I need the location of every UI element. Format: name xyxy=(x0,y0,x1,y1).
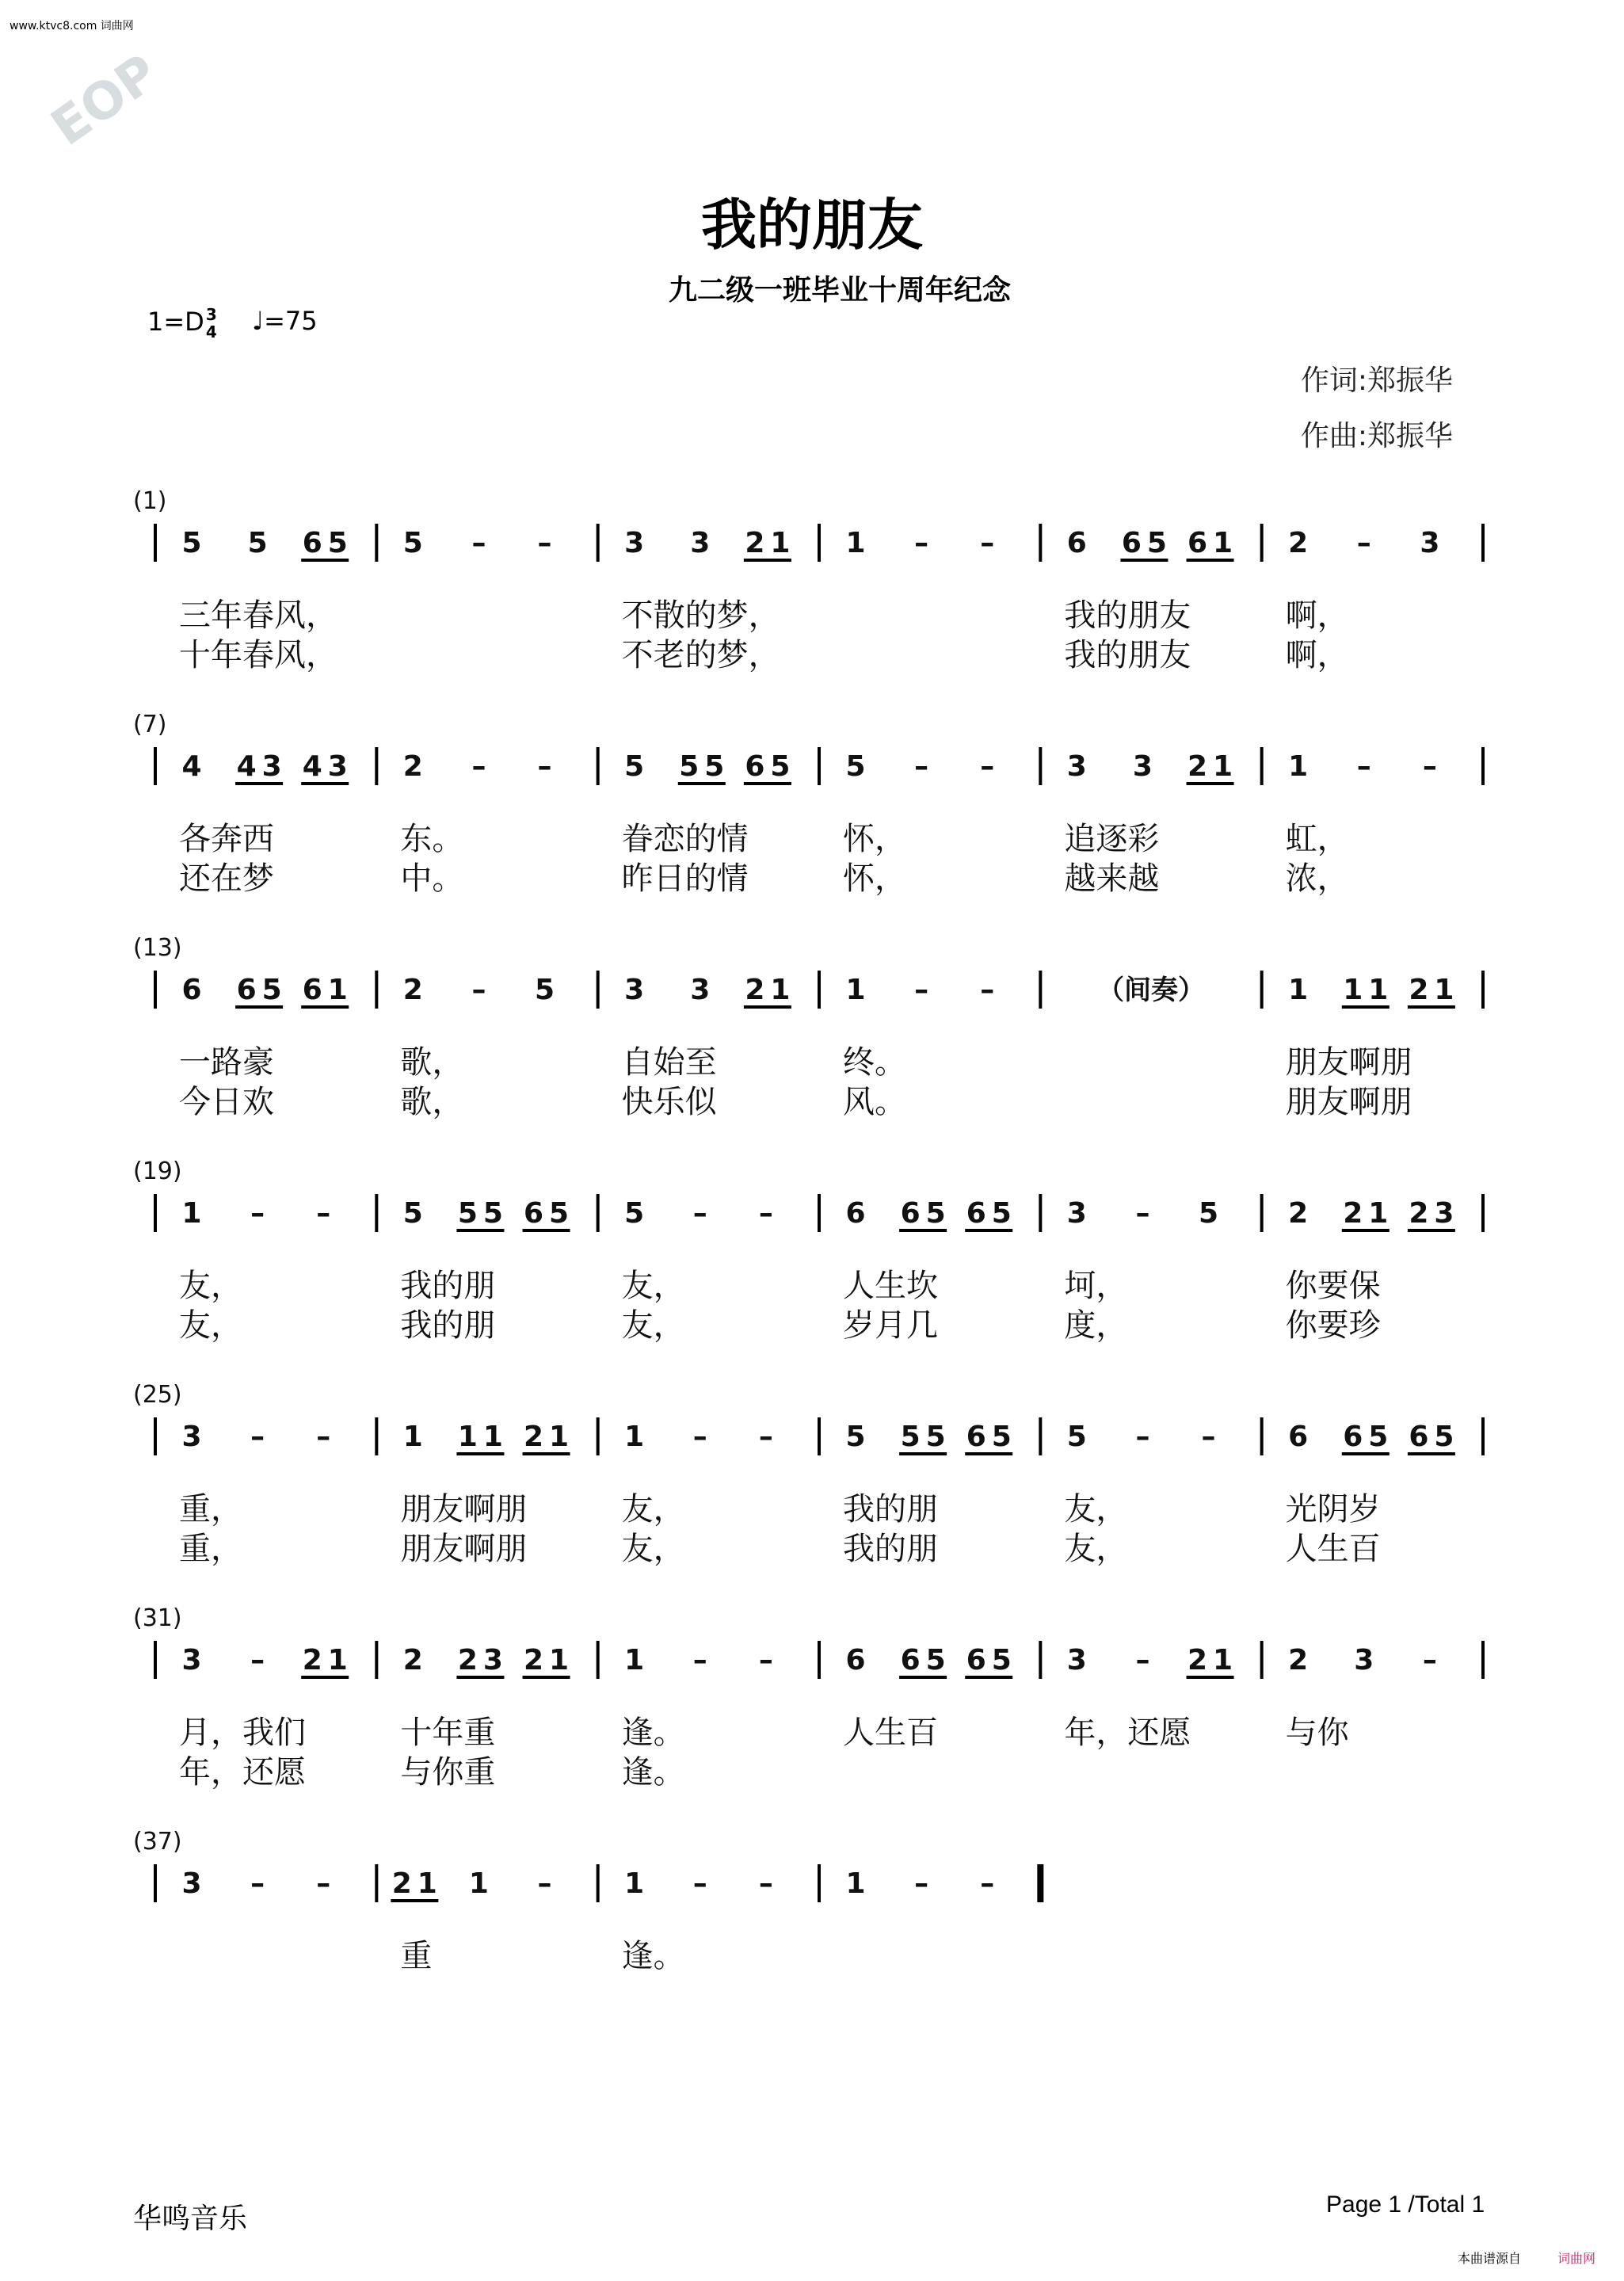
note: 5 xyxy=(900,1421,921,1453)
note: 6 xyxy=(966,1644,986,1676)
note: 5 xyxy=(1434,1421,1454,1453)
note: 6 xyxy=(524,1197,544,1230)
lyric-verse2: 年，还愿 xyxy=(179,1754,306,1791)
lyric-verse1: 坷， xyxy=(1064,1268,1128,1304)
lyric-verse1: 人生百 xyxy=(843,1715,938,1751)
note: – xyxy=(980,527,995,559)
note: – xyxy=(537,1867,552,1900)
lyric-verse1: 自始至 xyxy=(621,1044,717,1081)
key-signature: 1=D 3 4 xyxy=(147,305,217,341)
note: – xyxy=(914,527,929,559)
note: 3 xyxy=(690,974,711,1006)
note: 3 xyxy=(1066,1644,1087,1676)
note: 6 xyxy=(1288,1421,1309,1453)
note: 2 xyxy=(1409,974,1429,1006)
lyric-verse1: 各奔西 xyxy=(179,821,274,857)
lyric-verse1: 友， xyxy=(1064,1491,1128,1528)
page-indicator: Page 1 /Total 1 xyxy=(1326,2191,1485,2218)
note: – xyxy=(250,1421,265,1453)
lyric-verse2: 不老的梦， xyxy=(621,637,780,673)
lyric-verse1: 眷恋的情 xyxy=(621,821,749,857)
note: 3 xyxy=(482,1644,503,1676)
lyric-verse2: 我的朋 xyxy=(843,1531,938,1567)
line-number: (7) xyxy=(133,711,167,738)
note: 2 xyxy=(457,1644,478,1676)
note: 5 xyxy=(1199,1197,1219,1230)
note: 2 xyxy=(1343,1197,1363,1230)
lyric-verse1: 不散的梦， xyxy=(621,597,780,634)
note: 6 xyxy=(900,1197,921,1230)
note: 5 xyxy=(482,1197,503,1230)
lyric-verse1: 十年重 xyxy=(400,1715,496,1751)
line-number: (25) xyxy=(133,1381,182,1409)
note: 5 xyxy=(991,1421,1012,1453)
lyric-verse2: 啊， xyxy=(1285,637,1349,673)
lyric-verse2: 昨日的情 xyxy=(621,860,749,897)
lyric-verse2: 今日欢 xyxy=(179,1084,274,1120)
lyric-verse1: 人生坎 xyxy=(843,1268,938,1304)
note: 5 xyxy=(925,1197,946,1230)
note: – xyxy=(1135,1421,1150,1453)
publisher-name: 华鸣音乐 xyxy=(133,2203,248,2235)
lyric-verse2: 朋友啊朋 xyxy=(1285,1084,1412,1120)
note: 5 xyxy=(770,750,791,783)
lyric-verse1: 友， xyxy=(179,1268,242,1304)
lyric-verse1: 逢。 xyxy=(621,1715,685,1751)
quarter-note-icon: ♩ xyxy=(252,306,265,336)
note: 1 xyxy=(1213,527,1233,559)
note: – xyxy=(758,1867,773,1900)
note: – xyxy=(1135,1197,1150,1230)
lyric-verse1: 逢。 xyxy=(621,1938,685,1974)
note: – xyxy=(692,1644,707,1676)
note: 1 xyxy=(181,1197,202,1230)
note: 2 xyxy=(524,1644,544,1676)
lyric-verse2: 我的朋友 xyxy=(1064,637,1191,673)
note: 5 xyxy=(991,1644,1012,1676)
lyric-verse1: 年，还愿 xyxy=(1064,1715,1191,1751)
site-watermark-text: www.ktvc8.com 词曲网 xyxy=(10,20,134,32)
note: 3 xyxy=(181,1421,202,1453)
note: 1 xyxy=(1288,974,1309,1006)
lyric-verse2: 风。 xyxy=(843,1084,906,1120)
lyric-verse1: 我的朋 xyxy=(843,1491,938,1528)
note: 1 xyxy=(482,1421,503,1453)
lyric-verse2: 与你重 xyxy=(400,1754,496,1791)
note: 3 xyxy=(1066,1197,1087,1230)
note: 5 xyxy=(1368,1421,1389,1453)
note: 1 xyxy=(1343,974,1363,1006)
lyric-verse1: 啊， xyxy=(1285,597,1349,634)
note: 6 xyxy=(845,1197,866,1230)
note: 6 xyxy=(302,527,322,559)
note: – xyxy=(250,1644,265,1676)
composer-credit: 作曲:郑振华 xyxy=(1300,420,1453,452)
lyric-verse2: 中。 xyxy=(400,860,464,897)
lyric-verse1: 你要保 xyxy=(1285,1268,1381,1304)
note: 5 xyxy=(457,1197,478,1230)
line-number: (31) xyxy=(133,1604,182,1632)
lyric-verse1: 追逐彩 xyxy=(1064,821,1160,857)
lyric-verse2: 友， xyxy=(621,1531,685,1567)
lyric-verse2: 逢。 xyxy=(621,1754,685,1791)
note: – xyxy=(1356,750,1371,783)
lyric-verse2: 岁月几 xyxy=(843,1307,938,1344)
note: 5 xyxy=(402,527,423,559)
note: 1 xyxy=(770,527,791,559)
note: 4 xyxy=(236,750,257,783)
note: 1 xyxy=(624,1867,645,1900)
note: – xyxy=(758,1421,773,1453)
note: – xyxy=(758,1197,773,1230)
note: 1 xyxy=(845,974,866,1006)
interlude-label: （间奏） xyxy=(1097,975,1205,1006)
lyric-verse1: 友， xyxy=(621,1268,685,1304)
note: 1 xyxy=(624,1421,645,1453)
note: 2 xyxy=(524,1421,544,1453)
note: 5 xyxy=(925,1421,946,1453)
lyric-verse1: 重 xyxy=(400,1938,433,1974)
lyric-verse2: 重， xyxy=(179,1531,242,1567)
note: – xyxy=(471,750,486,783)
source-note: 本曲谱源自 xyxy=(1458,2251,1522,2266)
lyric-verse1: 友， xyxy=(621,1491,685,1528)
lyric-verse1: 光阴岁 xyxy=(1285,1491,1381,1528)
note: 5 xyxy=(991,1197,1012,1230)
note: 5 xyxy=(1066,1421,1087,1453)
lyric-verse2: 怀， xyxy=(843,860,906,897)
lyric-verse1: 歌， xyxy=(400,1044,464,1081)
lyric-verse1: 与你 xyxy=(1285,1715,1349,1751)
note: 5 xyxy=(624,1197,645,1230)
note: 5 xyxy=(535,974,555,1006)
lyric-verse1: 月，我们 xyxy=(179,1715,306,1751)
note: – xyxy=(250,1867,265,1900)
line-number: (1) xyxy=(133,487,167,515)
note: 3 xyxy=(624,974,645,1006)
line-number: (13) xyxy=(133,934,182,962)
note: – xyxy=(1356,527,1371,559)
time-numerator: 3 xyxy=(205,305,217,324)
note: – xyxy=(692,1197,707,1230)
note: 2 xyxy=(745,974,765,1006)
lyric-verse1: 三年春风， xyxy=(179,597,337,634)
note: 4 xyxy=(302,750,322,783)
note: 6 xyxy=(900,1644,921,1676)
note: 2 xyxy=(1188,750,1208,783)
note: 3 xyxy=(624,527,645,559)
note: – xyxy=(316,1197,331,1230)
lyric-verse2: 友， xyxy=(1064,1531,1128,1567)
note: – xyxy=(1201,1421,1216,1453)
note: 6 xyxy=(1121,527,1142,559)
note: 5 xyxy=(1146,527,1167,559)
note: 6 xyxy=(966,1197,986,1230)
source-site-link[interactable]: 词曲网 xyxy=(1557,2251,1596,2266)
note: 1 xyxy=(845,1867,866,1900)
lyric-verse2: 度， xyxy=(1064,1307,1128,1344)
note: 6 xyxy=(236,974,257,1006)
lyric-verse1: 虹， xyxy=(1285,821,1349,857)
note: 3 xyxy=(181,1644,202,1676)
note: – xyxy=(1422,1644,1437,1676)
note: – xyxy=(537,750,552,783)
note: 5 xyxy=(247,527,268,559)
note: 5 xyxy=(845,750,866,783)
note: 6 xyxy=(845,1644,866,1676)
note: – xyxy=(980,750,995,783)
note: – xyxy=(914,974,929,1006)
song-title: 我的朋友 xyxy=(701,193,923,257)
note: 5 xyxy=(549,1197,570,1230)
song-subtitle: 九二级一班毕业十周年纪念 xyxy=(668,274,1011,307)
lyric-verse1: 怀， xyxy=(843,821,906,857)
note: 1 xyxy=(1434,974,1454,1006)
note: 5 xyxy=(679,750,700,783)
note: 2 xyxy=(745,527,765,559)
lyricist-credit: 作词:郑振华 xyxy=(1300,364,1453,397)
note: 1 xyxy=(327,974,348,1006)
note: 1 xyxy=(549,1421,570,1453)
note: 6 xyxy=(181,974,202,1006)
note: 2 xyxy=(391,1867,412,1900)
note: 5 xyxy=(327,527,348,559)
lyric-verse2: 快乐似 xyxy=(621,1084,717,1120)
lyric-verse2: 越来越 xyxy=(1064,860,1160,897)
note: 6 xyxy=(745,750,765,783)
note: 2 xyxy=(402,974,423,1006)
note: 6 xyxy=(1343,1421,1363,1453)
lyric-verse2: 友， xyxy=(179,1307,242,1344)
lyric-verse1: 朋友啊朋 xyxy=(400,1491,528,1528)
note: 6 xyxy=(1066,527,1087,559)
note: 1 xyxy=(327,1644,348,1676)
note: 1 xyxy=(1213,750,1233,783)
lyric-verse1: 一路豪 xyxy=(179,1044,274,1081)
note: 2 xyxy=(1288,527,1309,559)
note: 1 xyxy=(1288,750,1309,783)
lyric-verse2: 歌， xyxy=(400,1084,464,1120)
note: 3 xyxy=(261,750,282,783)
note: 2 xyxy=(402,1644,423,1676)
lyric-verse2: 浓， xyxy=(1285,860,1349,897)
note: – xyxy=(537,527,552,559)
note: 2 xyxy=(402,750,423,783)
note: – xyxy=(692,1421,707,1453)
note: 3 xyxy=(1434,1197,1454,1230)
line-number: (19) xyxy=(133,1158,182,1185)
note: 5 xyxy=(925,1644,946,1676)
lyric-verse1: 重， xyxy=(179,1491,242,1528)
note: 2 xyxy=(1409,1197,1429,1230)
note: – xyxy=(471,974,486,1006)
lyric-verse2: 友， xyxy=(621,1307,685,1344)
note: – xyxy=(1135,1644,1150,1676)
lyric-verse2: 我的朋 xyxy=(400,1307,496,1344)
note: 6 xyxy=(1409,1421,1429,1453)
note: – xyxy=(914,750,929,783)
note: 5 xyxy=(181,527,202,559)
note: 1 xyxy=(417,1867,437,1900)
note: – xyxy=(316,1867,331,1900)
lyric-verse2: 你要珍 xyxy=(1285,1307,1381,1344)
eop-logo: EOP xyxy=(40,44,170,158)
note: 3 xyxy=(690,527,711,559)
note: 2 xyxy=(1288,1197,1309,1230)
lyric-verse2: 还在梦 xyxy=(179,860,274,897)
note: – xyxy=(980,1867,995,1900)
note: – xyxy=(250,1197,265,1230)
note: 2 xyxy=(302,1644,322,1676)
note: 2 xyxy=(1288,1644,1309,1676)
note: 4 xyxy=(181,750,202,783)
note: 1 xyxy=(402,1421,423,1453)
note: – xyxy=(980,974,995,1006)
time-denominator: 4 xyxy=(205,322,217,341)
note: 1 xyxy=(1368,974,1389,1006)
lyric-verse1: 我的朋友 xyxy=(1064,597,1191,634)
note: 5 xyxy=(402,1197,423,1230)
lyric-verse1: 终。 xyxy=(843,1044,906,1081)
tempo-marking: ♩=75 xyxy=(252,306,318,336)
note: 3 xyxy=(1354,1644,1374,1676)
note: 1 xyxy=(468,1867,489,1900)
note: 1 xyxy=(1368,1197,1389,1230)
note: 1 xyxy=(624,1644,645,1676)
lyric-verse2: 人生百 xyxy=(1285,1531,1381,1567)
note: 5 xyxy=(704,750,725,783)
lyric-verse1: 朋友啊朋 xyxy=(1285,1044,1412,1081)
note: 5 xyxy=(624,750,645,783)
note: – xyxy=(758,1644,773,1676)
note: 6 xyxy=(1188,527,1208,559)
note: 2 xyxy=(1188,1644,1208,1676)
note: – xyxy=(316,1421,331,1453)
note: 6 xyxy=(302,974,322,1006)
note: 6 xyxy=(966,1421,986,1453)
note: 3 xyxy=(327,750,348,783)
note: – xyxy=(692,1867,707,1900)
line-number: (37) xyxy=(133,1828,182,1856)
note: – xyxy=(914,1867,929,1900)
note: 3 xyxy=(1420,527,1440,559)
note: 3 xyxy=(1132,750,1153,783)
note: – xyxy=(471,527,486,559)
note: 1 xyxy=(457,1421,478,1453)
lyric-verse2: 朋友啊朋 xyxy=(400,1531,528,1567)
note: 1 xyxy=(549,1644,570,1676)
note: 1 xyxy=(1213,1644,1233,1676)
note: 3 xyxy=(181,1867,202,1900)
lyric-verse2: 十年春风， xyxy=(179,637,337,673)
lyric-verse1: 我的朋 xyxy=(400,1268,496,1304)
note: – xyxy=(1422,750,1437,783)
note: 5 xyxy=(845,1421,866,1453)
note: 1 xyxy=(770,974,791,1006)
lyric-verse1: 东。 xyxy=(400,821,464,857)
note: 5 xyxy=(261,974,282,1006)
note: 3 xyxy=(1066,750,1087,783)
note: 1 xyxy=(845,527,866,559)
